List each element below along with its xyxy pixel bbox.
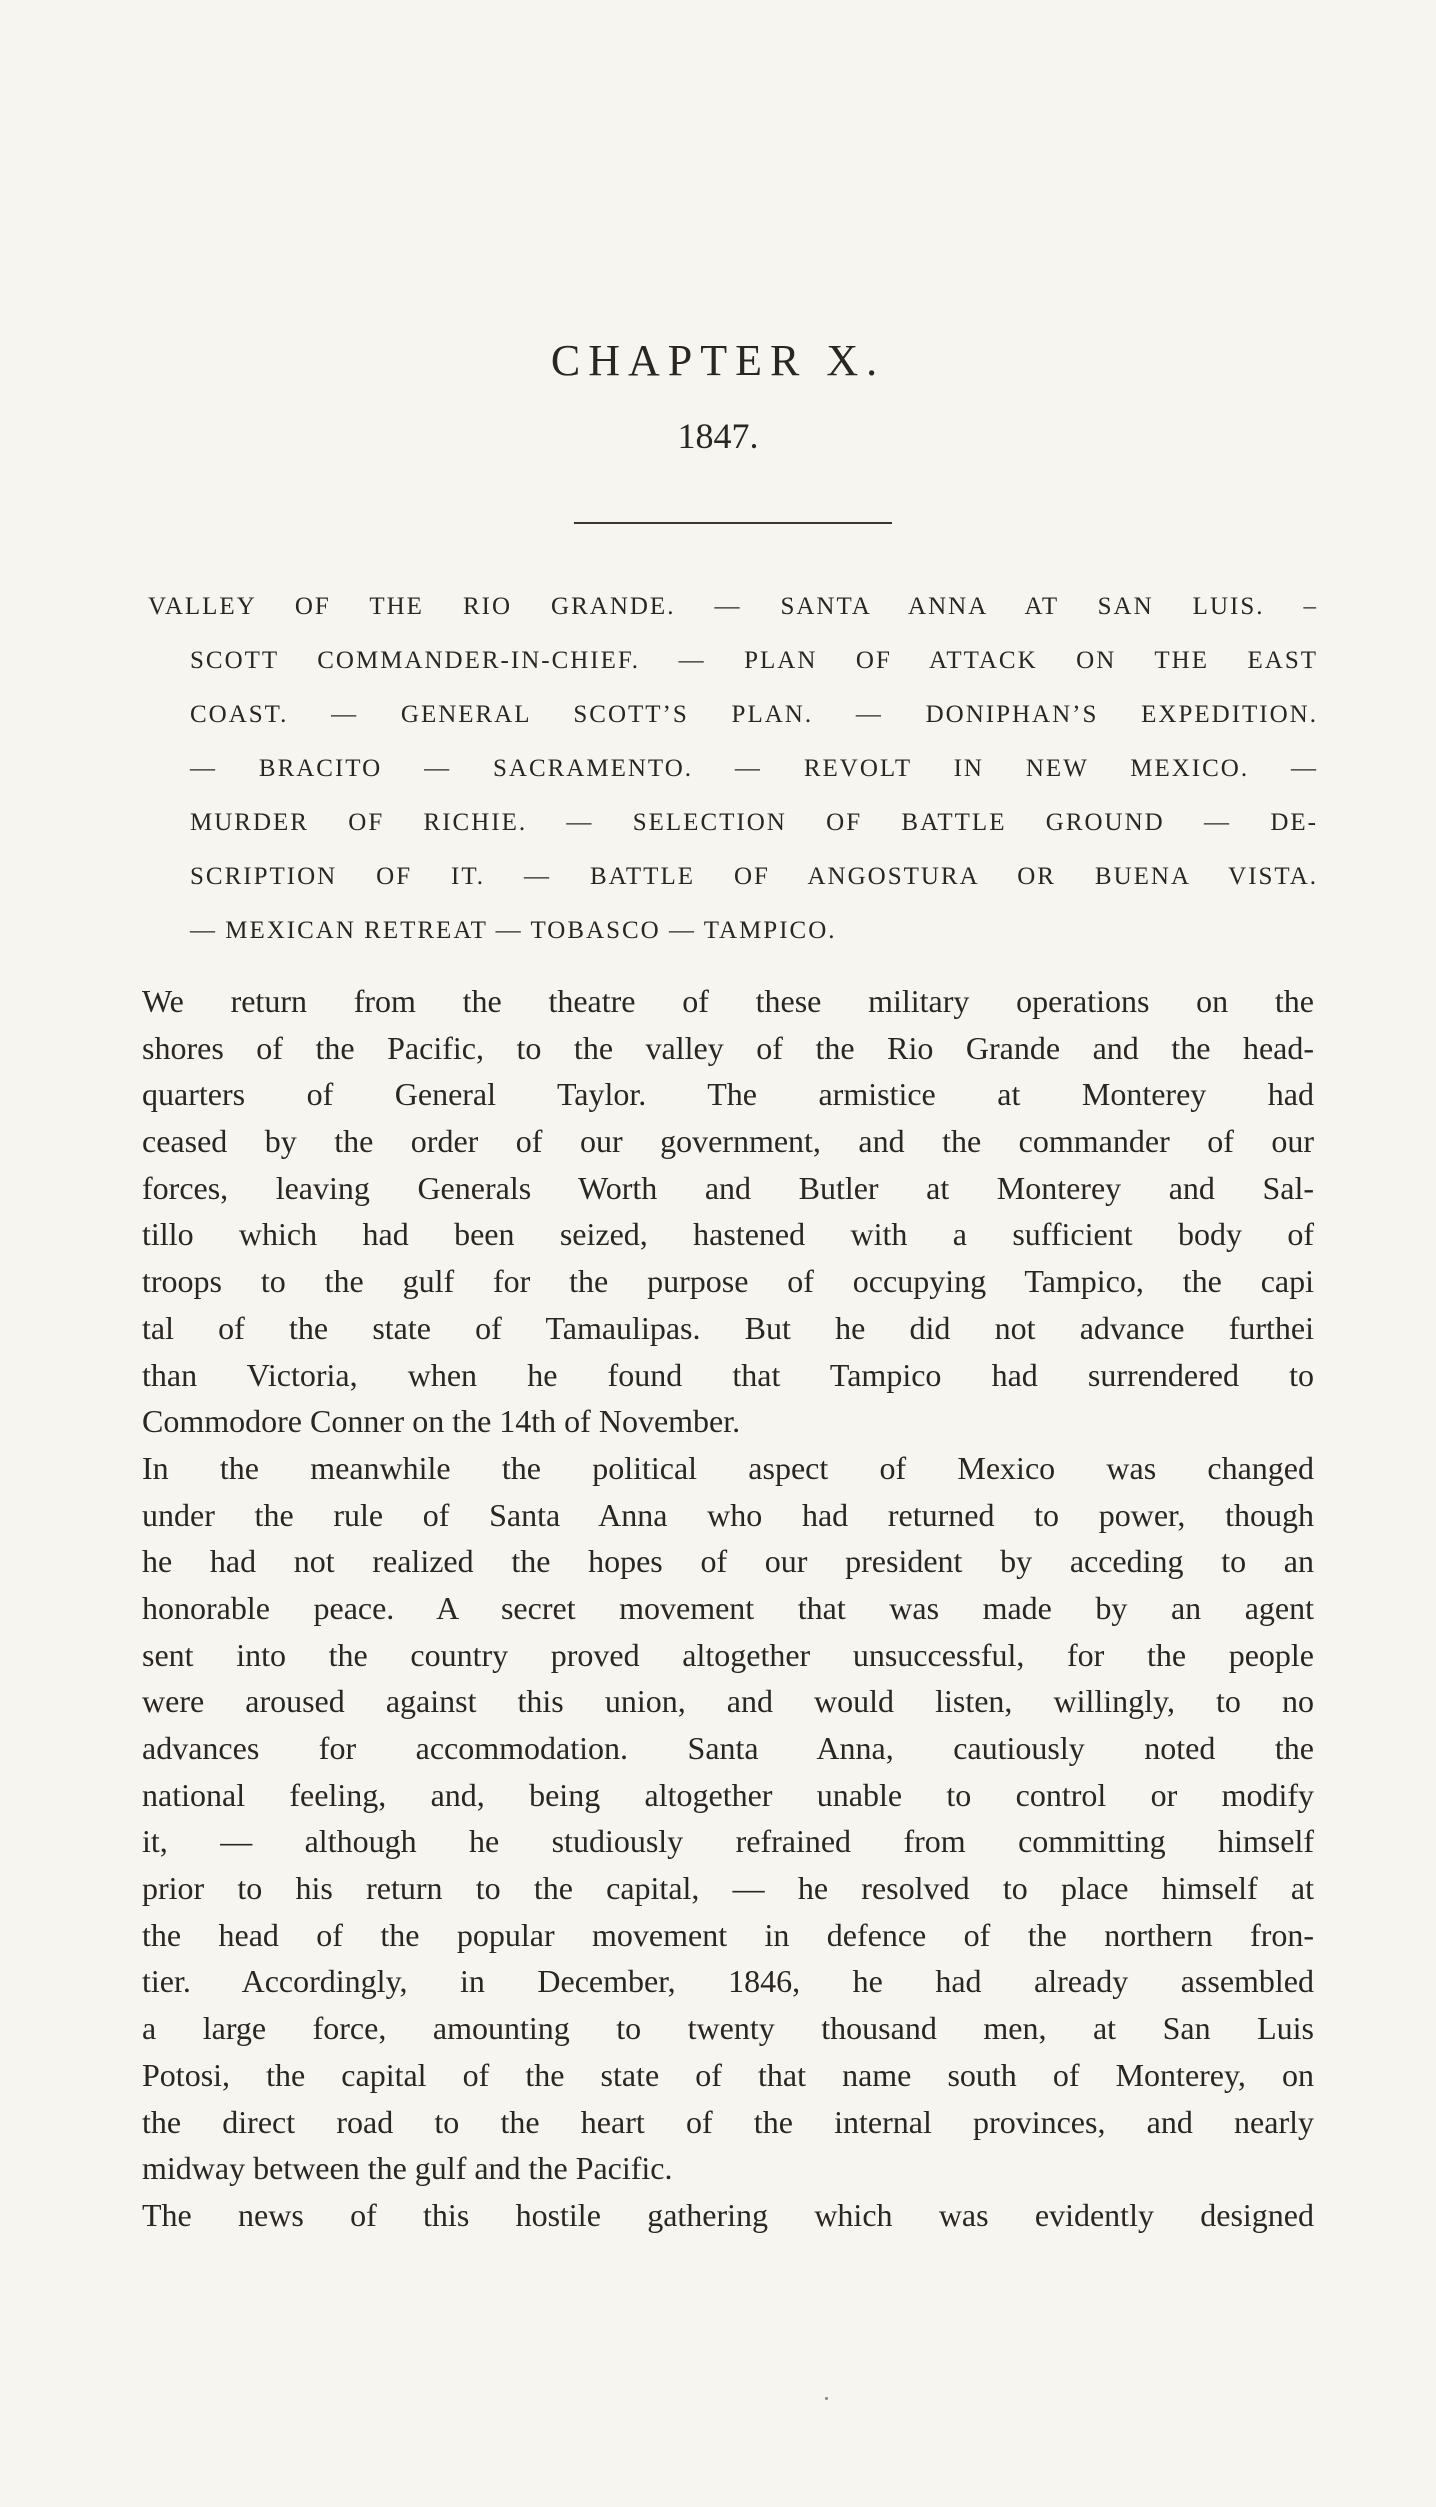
- chapter-synopsis: [148, 580, 1318, 958]
- body-line: advances for accommodation. Santa Anna, cautiously noted the: [142, 1730, 1314, 1766]
- body-line: midway between the gulf and the Pacific.: [142, 2150, 673, 2187]
- synopsis-line: SCOTT COMMANDER-IN-CHIEF. — PLAN OF ATTACK ON THE EAST: [190, 647, 1318, 674]
- body-line: tillo which had been seized, hastened with a sufficient body of: [142, 1216, 1314, 1253]
- title-divider: [574, 522, 892, 524]
- body-line: In the meanwhile the political aspect of Mexico was changed: [142, 1449, 1314, 1486]
- synopsis-line: COAST. — GENERAL SCOTT’S PLAN. — DONIPHAN’S EXPEDITION.: [190, 701, 1318, 728]
- body-line: tier. Accordingly, in December, 1846, he had already assembled: [142, 1963, 1314, 2000]
- body-line: the head of the popular movement in defence of the northern fron-: [142, 1916, 1314, 1953]
- body-line: sent into the country proved altogether unsuccessful, for the people: [142, 1636, 1314, 1673]
- body-line: national feeling, and, being altogether unable to control or modify: [142, 1776, 1314, 1813]
- synopsis-line: — BRACITO — SACRAMENTO. — REVOLT IN NEW MEXICO. —: [190, 755, 1318, 782]
- body-line: forces, leaving Generals Worth and Butler at Monterey and Sal-: [142, 1169, 1314, 1206]
- body-line: troops to the gulf for the purpose of occupying Tampico, the capi: [142, 1263, 1314, 1300]
- body-line: Commodore Conner on the 14th of November.: [142, 1403, 741, 1440]
- synopsis-line: — MEXICAN RETREAT — TOBASCO — TAMPICO.: [190, 917, 837, 944]
- body-line: honorable peace. A secret movement that was made by an agent: [142, 1589, 1314, 1626]
- body-line: shores of the Pacific, to the valley of the Rio Grande and the head-: [142, 1029, 1314, 1066]
- body-line: the direct road to the heart of the internal provinces, and nearly: [142, 2103, 1314, 2140]
- body-line: he had not realized the hopes of our president by acceding to an: [142, 1543, 1314, 1580]
- body-line: a large force, amounting to twenty thousand men, at San Luis: [142, 2010, 1314, 2047]
- synopsis-line: VALLEY OF THE RIO GRANDE. — SANTA ANNA AT SAN LUIS. –: [148, 593, 1318, 620]
- body-line: tal of the state of Tamaulipas. But he did not advance furthei: [142, 1309, 1314, 1346]
- chapter-year: 1847.: [677, 416, 759, 456]
- body-line: The news of this hostile gathering which was evidently designed: [142, 2196, 1314, 2233]
- synopsis-line: SCRIPTION OF IT. — BATTLE OF ANGOSTURA OR BUENA VISTA.: [190, 863, 1318, 890]
- body-line: were aroused against this union, and would listen, willingly, to no: [142, 1683, 1314, 1720]
- body-line: it, — although he studiously refrained from committing himself: [142, 1823, 1314, 1860]
- body-text: [142, 978, 1314, 2239]
- body-line: under the rule of Santa Anna who had returned to power, though: [142, 1496, 1314, 1533]
- chapter-title: CHAPTER X.: [550, 336, 886, 385]
- body-line: We return from the theatre of these military operations on the: [142, 983, 1314, 1019]
- body-line: prior to his return to the capital, — he resolved to place himself at: [142, 1870, 1314, 1907]
- body-line: quarters of General Taylor. The armistice at Monterey had: [142, 1076, 1314, 1113]
- synopsis-line: MURDER OF RICHIE. — SELECTION OF BATTLE GROUND — DE-: [190, 809, 1318, 836]
- body-line: Potosi, the capital of the state of that name south of Monterey, on: [142, 2056, 1314, 2093]
- body-line: than Victoria, when he found that Tampico had surrendered to: [142, 1356, 1314, 1393]
- body-line: ceased by the order of our government, and the commander of our: [142, 1123, 1314, 1160]
- page-speck: [825, 2397, 828, 2400]
